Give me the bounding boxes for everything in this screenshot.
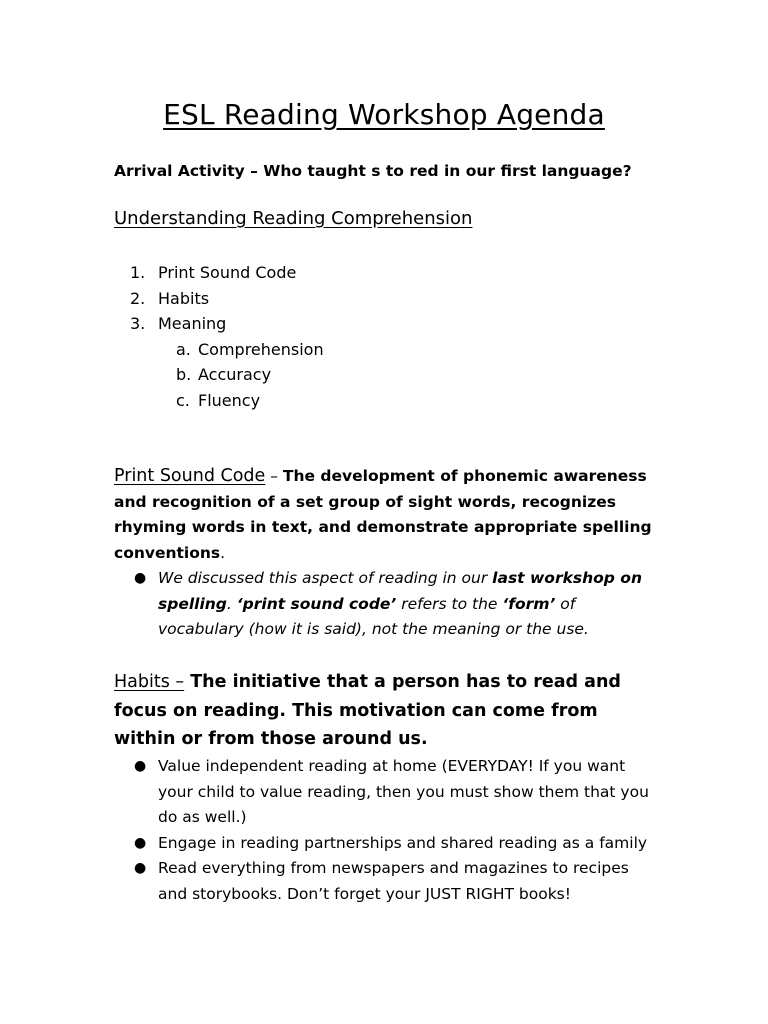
bullet-dot-icon: ● — [134, 570, 147, 586]
bullet-emphasis: ‘print sound code’ — [236, 594, 397, 613]
sub-list-item-label: Accuracy — [198, 365, 272, 384]
list-item — [130, 286, 324, 312]
bullet-text-part: of vocabulary (how it is said), not the meaning or the use. — [158, 594, 589, 638]
bullet-dot-icon: ● — [134, 834, 147, 851]
habits-paragraph — [114, 668, 654, 754]
bullet-emphasis: ‘form’ — [502, 594, 556, 613]
arrival-activity: Arrival Activity – Who taught s to red in our first language? — [114, 162, 632, 180]
habits-bullets — [134, 754, 654, 907]
bullet-text-part: We discussed this aspect of reading in our — [158, 569, 493, 587]
sub-list-item — [130, 388, 324, 414]
list-item — [134, 856, 654, 907]
sub-list-item — [130, 337, 324, 363]
bullet-text: Read everything from newspapers and magazines to recipes and storybooks. Don’t forget your JUST RIGHT books! — [158, 859, 629, 903]
list-item — [130, 260, 324, 286]
bullet-emphasis: last workshop on spelling — [158, 569, 642, 613]
sub-list-marker: b. — [176, 365, 192, 384]
sub-list-item-label: Fluency — [198, 390, 261, 410]
bullet-text: Value independent reading at home (EVERYDAY! If you want your child to value reading, then you must show them that you do as well.) — [158, 757, 649, 826]
habits-heading: Habits – — [114, 672, 185, 692]
list-item — [134, 754, 654, 831]
list-marker: 2. — [130, 288, 146, 308]
print-sound-code-paragraph — [114, 464, 654, 566]
list-marker: 1. — [130, 263, 146, 282]
list-item-label: Print Sound Code — [158, 263, 297, 282]
sub-list-item — [130, 362, 324, 388]
list-item-label: Meaning — [158, 314, 227, 333]
agenda-list — [130, 260, 324, 413]
print-sound-code-bullets — [134, 566, 654, 643]
print-sound-code-heading: Print Sound Code — [114, 466, 266, 486]
bullet-dot-icon: ● — [134, 758, 147, 774]
bullet-text — [158, 566, 654, 643]
list-item — [134, 831, 654, 857]
list-item — [130, 311, 324, 337]
bullet-text: Engage in reading partnerships and shared reading as a family — [158, 833, 648, 852]
sub-list-marker: a. — [176, 339, 191, 359]
list-item — [134, 566, 654, 643]
sub-list-item-label: Comprehension — [198, 339, 324, 359]
heading-dash: – — [265, 467, 283, 485]
habits-definition: The initiative that a person has to read and focus on reading. This motivation can come from within or from those around us. — [114, 672, 621, 749]
bullet-dot-icon: ● — [134, 860, 147, 876]
bullet-text-part: . — [226, 594, 237, 613]
bullet-text-part: refers to the — [396, 594, 503, 613]
section-heading: Understanding Reading Comprehension — [114, 208, 473, 229]
sub-list-marker: c. — [176, 390, 190, 410]
list-marker: 3. — [130, 314, 146, 333]
print-sound-code-definition: The development of phonemic awareness and recognition of a set group of sight words, recognizes rhyming words in text, and demonstrate appropriate spelling conventions — [114, 467, 652, 562]
sentence-end: . — [220, 543, 226, 562]
list-item-label: Habits — [158, 288, 210, 308]
page-title: ESL Reading Workshop Agenda — [163, 98, 605, 131]
